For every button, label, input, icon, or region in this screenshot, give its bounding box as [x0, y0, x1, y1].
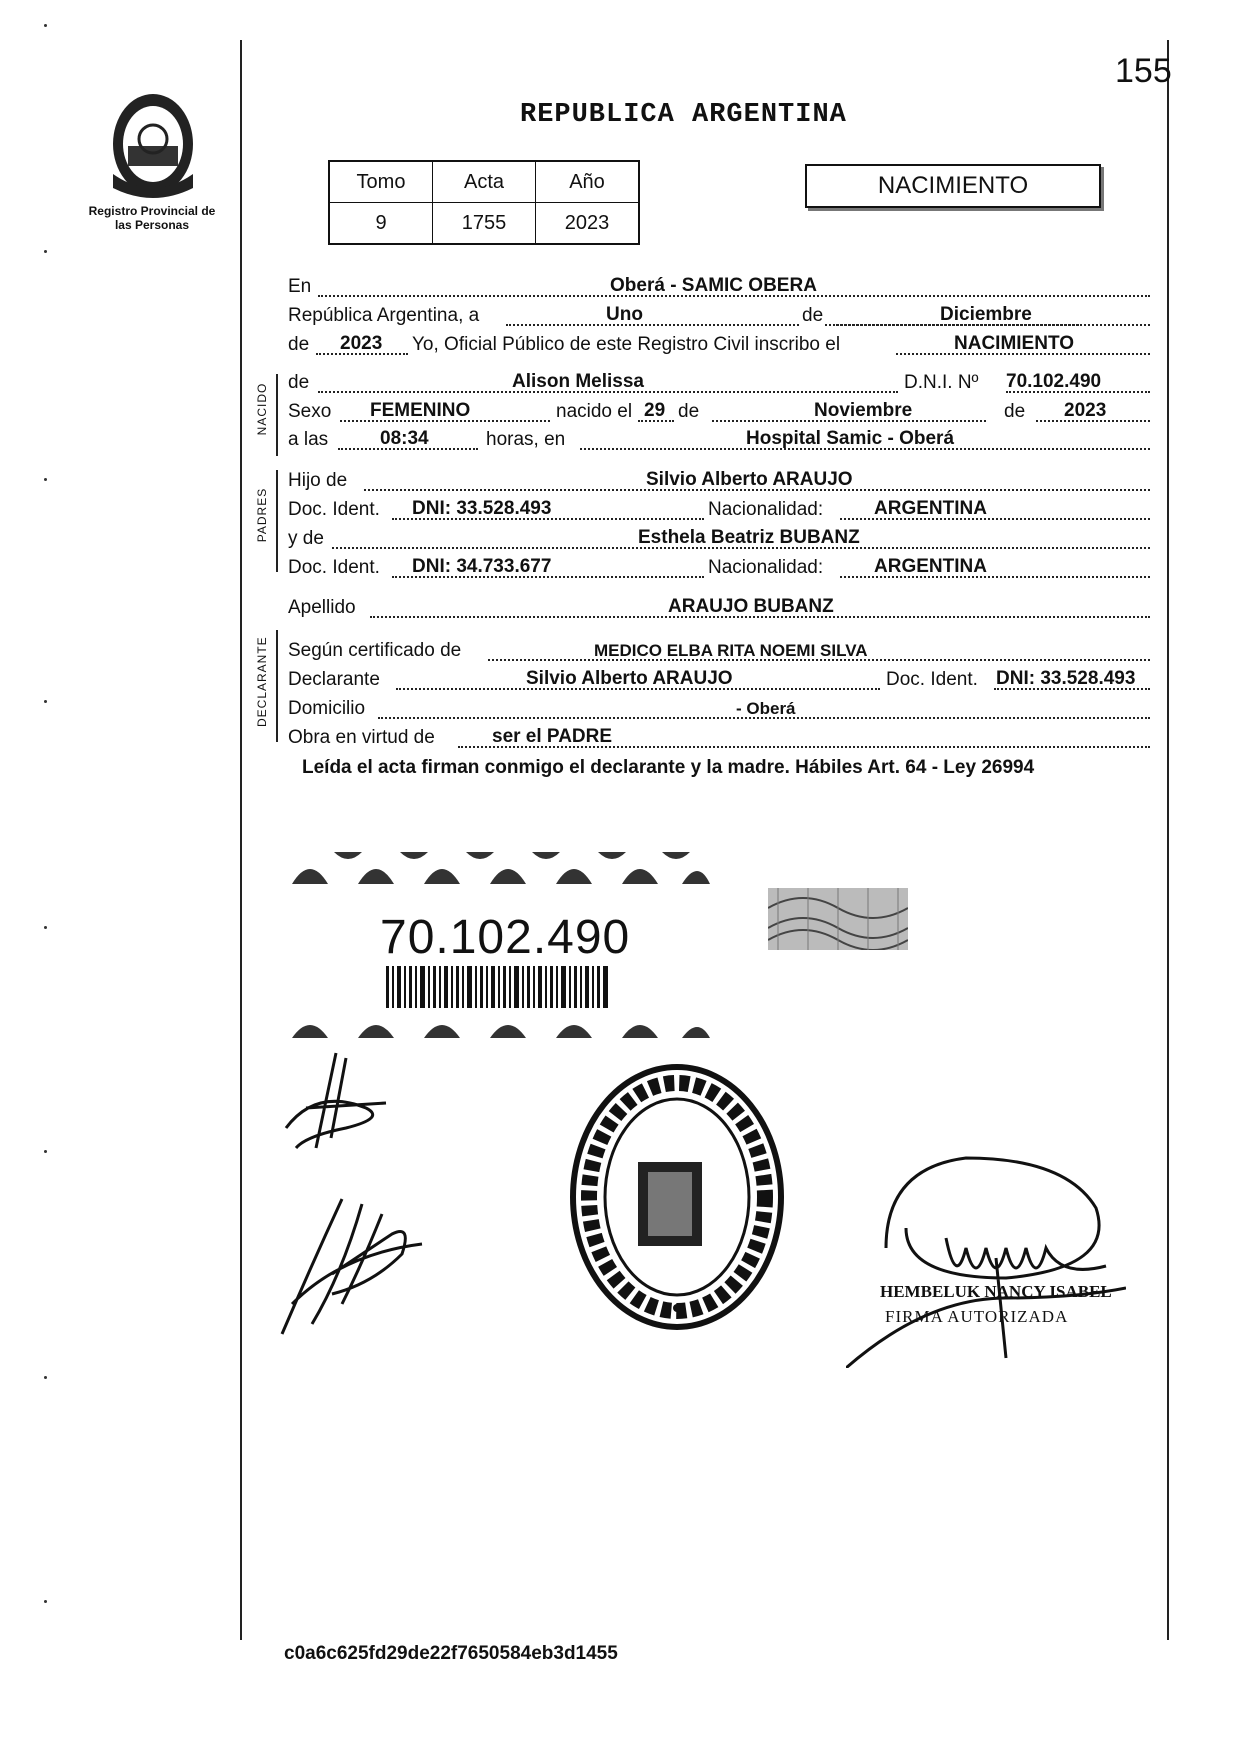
side-label-nacido: NACIDO — [255, 382, 269, 436]
row-apellido — [288, 589, 1150, 621]
label-republica: República Argentina, a — [288, 305, 480, 326]
value-mes-inscripcion: Diciembre — [940, 304, 1032, 325]
label-sexo: Sexo — [288, 401, 332, 422]
row-madre-doc — [288, 549, 1150, 581]
value-sexo: FEMENINO — [370, 400, 471, 421]
label-en: En — [288, 276, 312, 297]
value-certificado: MEDICO ELBA RITA NOEMI SILVA — [594, 641, 868, 660]
side-label-declarante: DECLARANTE — [255, 636, 269, 727]
value-declarante: Silvio Alberto ARAUJO — [526, 668, 733, 689]
signature-name: HEMBELUK NANCY ISABEL — [880, 1282, 1112, 1301]
value-madre-nacionalidad: ARGENTINA — [874, 556, 987, 577]
value-anio: 2023 — [536, 203, 640, 245]
page-number: 155 — [1115, 52, 1172, 90]
row-domicilio — [288, 690, 1150, 722]
barcode-number: 70.102.490 — [380, 911, 631, 964]
declarant-signature — [276, 1048, 406, 1158]
province-seal-logo — [98, 84, 208, 202]
punch-dot — [44, 24, 47, 27]
authority-signature — [846, 1148, 1126, 1368]
value-declarante-doc: DNI: 33.528.493 — [996, 668, 1136, 689]
security-pattern-top — [290, 848, 712, 888]
value-acta: 1755 — [433, 203, 536, 245]
reference-table — [328, 160, 640, 245]
right-edge-line — [1167, 40, 1169, 1640]
value-padre-nacionalidad: ARGENTINA — [874, 498, 987, 519]
label-oficial: Yo, Oficial Público de este Registro Civil inscribo el — [412, 334, 841, 355]
row-fecha-inscripcion — [288, 297, 1150, 329]
value-madre-doc: DNI: 34.733.677 — [412, 556, 552, 577]
left-margin-line — [240, 40, 242, 1640]
value-dia-nacimiento: 29 — [644, 400, 666, 421]
punch-dot — [44, 478, 47, 481]
legal-text: Leída el acta firman conmigo el declarante y la madre. Hábiles Art. 64 - Ley 26994 — [302, 757, 1035, 778]
value-dni: 70.102.490 — [1006, 371, 1102, 392]
official-stamp — [568, 1062, 786, 1332]
value-padre: Silvio Alberto ARAUJO — [646, 469, 853, 490]
label-de-mes: de — [802, 305, 824, 326]
label-doc-ident-madre: Doc. Ident. — [288, 557, 380, 578]
punch-dot — [44, 1600, 47, 1603]
value-lugar: Oberá - SAMIC OBERA — [610, 275, 817, 296]
label-de-nombre: de — [288, 372, 310, 393]
value-apellido: ARAUJO BUBANZ — [668, 596, 834, 617]
label-horas-en: horas, en — [486, 429, 566, 450]
signature-caption: FIRMA AUTORIZADA — [885, 1307, 1069, 1326]
mother-signature — [272, 1194, 432, 1344]
value-padre-doc: DNI: 33.528.493 — [412, 498, 552, 519]
punch-dot — [44, 700, 47, 703]
label-de-anio: de — [288, 334, 310, 355]
side-label-padres: PADRES — [255, 487, 269, 543]
security-pattern-bottom — [290, 1008, 712, 1040]
row-declarante — [288, 661, 1150, 693]
value-nombre: Alison Melissa — [512, 371, 644, 392]
label-segun: Según certificado de — [288, 640, 462, 661]
row-hora — [288, 421, 1150, 453]
label-de-anio-nac: de — [1004, 401, 1026, 422]
value-dia-inscripcion: Uno — [606, 304, 643, 325]
value-obra: ser el PADRE — [492, 726, 613, 747]
punch-dot — [44, 1376, 47, 1379]
value-lugar-nacimiento: Hospital Samic - Oberá — [746, 428, 955, 449]
row-madre — [288, 520, 1150, 552]
row-certificado — [288, 632, 1150, 664]
punch-dot — [44, 250, 47, 253]
row-padre — [288, 462, 1150, 494]
label-nacido-el: nacido el — [556, 401, 633, 422]
barcode — [386, 966, 610, 1008]
security-hologram — [768, 888, 908, 950]
record-type: NACIMIENTO — [877, 172, 1029, 199]
row-lugar — [288, 268, 1150, 300]
header-acta: Acta — [433, 161, 536, 203]
label-declarante: Declarante — [288, 669, 380, 690]
header-anio: Año — [536, 161, 640, 203]
label-doc-ident-padre: Doc. Ident. — [288, 499, 380, 520]
label-domicilio: Domicilio — [288, 698, 366, 719]
row-obra — [288, 719, 1150, 751]
label-y-de: y de — [288, 528, 324, 549]
label-nacionalidad-madre: Nacionalidad: — [708, 557, 824, 578]
section-bracket — [276, 374, 278, 456]
document-hash: c0a6c625fd29de22f7650584eb3d1455 — [284, 1643, 618, 1664]
value-acto: NACIMIENTO — [954, 333, 1074, 354]
value-hora: 08:34 — [380, 428, 429, 449]
label-hijo-de: Hijo de — [288, 470, 348, 491]
header-tomo: Tomo — [329, 161, 433, 203]
value-mes-nacimiento: Noviembre — [814, 400, 913, 421]
section-bracket — [276, 470, 278, 572]
label-doc-ident-declarante: Doc. Ident. — [886, 669, 978, 690]
value-anio-inscripcion: 2023 — [340, 333, 383, 354]
record-type-box — [805, 164, 1101, 208]
row-nombre — [288, 364, 1150, 396]
label-de-mes-nac: de — [678, 401, 700, 422]
punch-dot — [44, 926, 47, 929]
country-title: REPUBLICA ARGENTINA — [520, 100, 847, 130]
label-obra: Obra en virtud de — [288, 727, 435, 748]
section-bracket — [276, 630, 278, 742]
value-tomo: 9 — [329, 203, 433, 245]
value-anio-nacimiento: 2023 — [1064, 400, 1107, 421]
label-dni: D.N.I. Nº — [904, 372, 979, 393]
row-padre-doc — [288, 491, 1150, 523]
value-madre: Esthela Beatriz BUBANZ — [638, 527, 860, 548]
label-nacionalidad-padre: Nacionalidad: — [708, 499, 824, 520]
registry-label: Registro Provincial de las Personas — [88, 204, 216, 232]
label-a-las: a las — [288, 429, 329, 450]
label-apellido: Apellido — [288, 597, 356, 618]
punch-dot — [44, 1150, 47, 1153]
value-domicilio: - Oberá — [736, 699, 796, 718]
row-acto — [288, 326, 1150, 358]
